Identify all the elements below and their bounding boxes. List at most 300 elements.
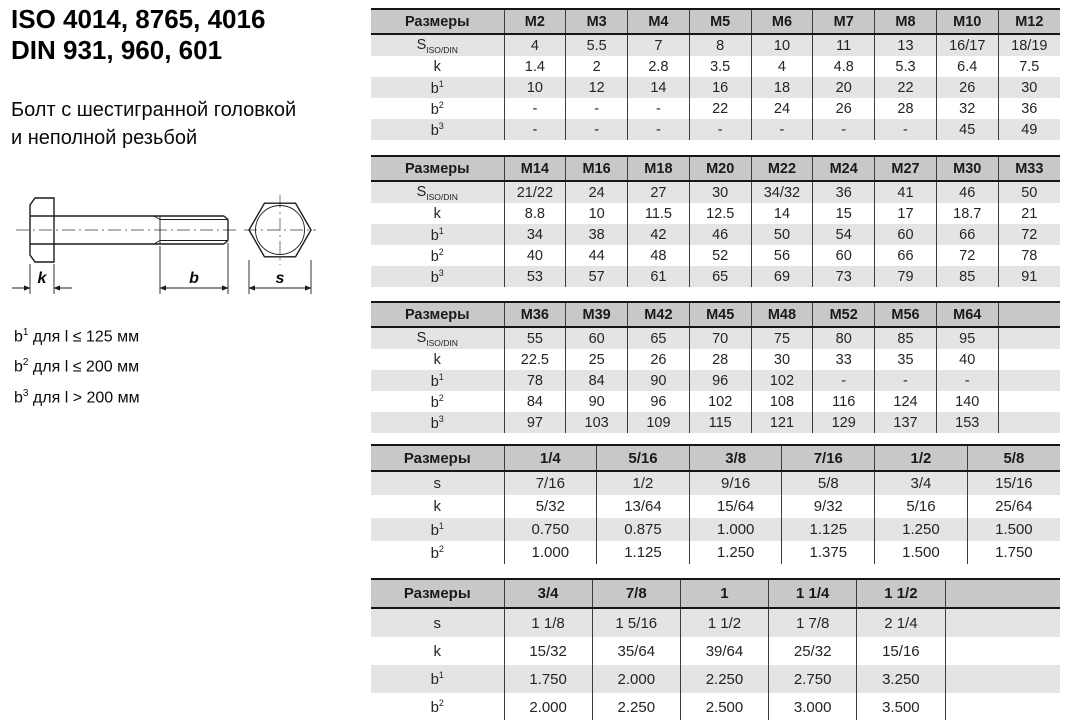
- value-cell: 1 1/2: [680, 608, 768, 637]
- column-header: M64: [936, 302, 998, 327]
- table-row: [371, 77, 1060, 98]
- row-label: $b^1$: [371, 77, 504, 98]
- value-cell: 14: [751, 203, 813, 224]
- value-cell: 46: [689, 224, 751, 245]
- value-cell: 35/64: [592, 637, 680, 665]
- table-row: [371, 608, 1060, 637]
- value-cell: 91: [998, 266, 1060, 287]
- value-cell: [998, 349, 1060, 370]
- value-cell: 70: [689, 327, 751, 349]
- table-row: [371, 370, 1060, 391]
- value-cell: 22: [689, 98, 751, 119]
- value-cell: 35: [875, 349, 937, 370]
- value-cell: 0.875: [597, 518, 690, 541]
- value-cell: 7/16: [504, 471, 597, 495]
- value-cell: 140: [936, 391, 998, 412]
- table-row: [371, 245, 1060, 266]
- column-header: 1/4: [504, 445, 597, 471]
- table-row: [371, 203, 1060, 224]
- value-cell: 30: [998, 77, 1060, 98]
- value-cell: -: [628, 98, 690, 119]
- table-row: [371, 412, 1060, 433]
- value-cell: 9/16: [689, 471, 782, 495]
- value-cell: -: [566, 119, 628, 140]
- value-cell: 85: [936, 266, 998, 287]
- value-cell: 39/64: [680, 637, 768, 665]
- column-header: 5/16: [597, 445, 690, 471]
- value-cell: 96: [628, 391, 690, 412]
- value-cell: 1.500: [967, 518, 1060, 541]
- column-header: M22: [751, 156, 813, 181]
- value-cell: 2.8: [628, 56, 690, 77]
- value-cell: 38: [566, 224, 628, 245]
- value-cell: 72: [998, 224, 1060, 245]
- value-cell: 65: [628, 327, 690, 349]
- value-cell: 78: [998, 245, 1060, 266]
- bolt-technical-drawing: [8, 190, 320, 304]
- dimension-table-inch-large: [371, 578, 1060, 720]
- value-cell: 79: [875, 266, 937, 287]
- table-row: [371, 327, 1060, 349]
- dimension-table-inch-small: [371, 444, 1060, 564]
- value-cell: 103: [566, 412, 628, 433]
- value-cell: 3.5: [689, 56, 751, 77]
- value-cell: -: [504, 98, 566, 119]
- value-cell: 115: [689, 412, 751, 433]
- column-header: M42: [628, 302, 690, 327]
- value-cell: 65: [689, 266, 751, 287]
- column-header: M48: [751, 302, 813, 327]
- value-cell: 44: [566, 245, 628, 266]
- value-cell: 27: [628, 181, 690, 203]
- column-header: M20: [689, 156, 751, 181]
- value-cell: 4.8: [813, 56, 875, 77]
- table-row: [371, 266, 1060, 287]
- column-header: M6: [751, 9, 813, 34]
- value-cell: 2.250: [680, 665, 768, 693]
- dimension-table-m14-m33: [371, 155, 1060, 287]
- column-header: M10: [936, 9, 998, 34]
- value-cell: 50: [998, 181, 1060, 203]
- value-cell: 15/16: [857, 637, 945, 665]
- table-row: [371, 391, 1060, 412]
- column-header: 5/8: [967, 445, 1060, 471]
- value-cell: 25/64: [967, 495, 1060, 518]
- value-cell: [945, 665, 1060, 693]
- row-label: s: [371, 471, 504, 495]
- value-cell: 30: [751, 349, 813, 370]
- value-cell: 1.375: [782, 541, 875, 564]
- value-cell: 34/32: [751, 181, 813, 203]
- column-header: [945, 579, 1060, 608]
- column-header: M27: [875, 156, 937, 181]
- dimension-table: [371, 444, 1060, 564]
- value-cell: 1.000: [689, 518, 782, 541]
- column-header: M12: [998, 9, 1060, 34]
- value-cell: 40: [936, 349, 998, 370]
- footnote: $b^3$ для l > 200 мм: [14, 387, 140, 406]
- value-cell: 3.250: [857, 665, 945, 693]
- table-row: [371, 98, 1060, 119]
- value-cell: 153: [936, 412, 998, 433]
- column-header: M18: [628, 156, 690, 181]
- value-cell: 97: [504, 412, 566, 433]
- table-corner-header: Размеры: [371, 9, 504, 34]
- value-cell: 15: [813, 203, 875, 224]
- value-cell: -: [689, 119, 751, 140]
- value-cell: 121: [751, 412, 813, 433]
- value-cell: 15/32: [504, 637, 592, 665]
- value-cell: 17: [875, 203, 937, 224]
- value-cell: 21: [998, 203, 1060, 224]
- value-cell: 10: [566, 203, 628, 224]
- value-cell: 12: [566, 77, 628, 98]
- value-cell: 18: [751, 77, 813, 98]
- value-cell: 50: [751, 224, 813, 245]
- row-label: s: [371, 608, 504, 637]
- dimension-table-m2-m12: [371, 8, 1060, 140]
- dimension-k: [12, 264, 72, 294]
- value-cell: 26: [936, 77, 998, 98]
- column-header: 1 1/4: [769, 579, 857, 608]
- column-header: M33: [998, 156, 1060, 181]
- value-cell: 13: [875, 34, 937, 56]
- value-cell: 0.750: [504, 518, 597, 541]
- value-cell: 46: [936, 181, 998, 203]
- value-cell: 48: [628, 245, 690, 266]
- table-row: [371, 224, 1060, 245]
- value-cell: 3.500: [857, 693, 945, 720]
- dimension-table: [371, 578, 1060, 720]
- value-cell: 1.750: [504, 665, 592, 693]
- footnotes: [14, 320, 140, 411]
- value-cell: 8.8: [504, 203, 566, 224]
- header-row: [371, 445, 1060, 471]
- value-cell: 60: [813, 245, 875, 266]
- table-row: [371, 34, 1060, 56]
- header-row: [371, 579, 1060, 608]
- value-cell: 25: [566, 349, 628, 370]
- column-header: M14: [504, 156, 566, 181]
- header-row: [371, 9, 1060, 34]
- value-cell: 20: [813, 77, 875, 98]
- value-cell: 14: [628, 77, 690, 98]
- value-cell: 108: [751, 391, 813, 412]
- value-cell: 73: [813, 266, 875, 287]
- row-label: k: [433, 205, 441, 222]
- value-cell: 15/64: [689, 495, 782, 518]
- dimension-k-label: k: [37, 270, 47, 287]
- description-line-2: и неполной резьбой: [11, 127, 198, 149]
- value-cell: 69: [751, 266, 813, 287]
- value-cell: 4: [751, 56, 813, 77]
- value-cell: 66: [936, 224, 998, 245]
- value-cell: 109: [628, 412, 690, 433]
- value-cell: [945, 637, 1060, 665]
- value-cell: 137: [875, 412, 937, 433]
- row-label: $S_{ISO/DIN}$: [371, 327, 504, 349]
- value-cell: 16: [689, 77, 751, 98]
- dimension-s-label: s: [275, 270, 285, 287]
- column-header: 7/8: [592, 579, 680, 608]
- value-cell: 5/32: [504, 495, 597, 518]
- table-corner-header: Размеры: [371, 445, 504, 471]
- value-cell: 15/16: [967, 471, 1060, 495]
- column-header: M7: [813, 9, 875, 34]
- dimension-table: [371, 301, 1060, 433]
- row-label: $b^3$: [371, 119, 504, 140]
- value-cell: 1.125: [597, 541, 690, 564]
- value-cell: 26: [628, 349, 690, 370]
- value-cell: 1.000: [504, 541, 597, 564]
- header-row: [371, 156, 1060, 181]
- column-header: 1/2: [875, 445, 968, 471]
- column-header: M2: [504, 9, 566, 34]
- table-row: [371, 495, 1060, 518]
- dimension-s: [249, 260, 311, 294]
- row-label: $b^1$: [371, 518, 504, 541]
- dimension-table: [371, 155, 1060, 287]
- column-header: M8: [875, 9, 937, 34]
- table-row: [371, 665, 1060, 693]
- value-cell: 53: [504, 266, 566, 287]
- value-cell: 7.5: [998, 56, 1060, 77]
- value-cell: 2.750: [769, 665, 857, 693]
- value-cell: 8: [689, 34, 751, 56]
- dimension-b: [160, 243, 228, 294]
- table-row: [371, 181, 1060, 203]
- value-cell: 95: [936, 327, 998, 349]
- value-cell: 1 5/16: [592, 608, 680, 637]
- value-cell: 1.4: [504, 56, 566, 77]
- value-cell: 1.750: [967, 541, 1060, 564]
- column-header: 1 1/2: [857, 579, 945, 608]
- row-label: $S_{ISO/DIN}$: [371, 34, 504, 56]
- column-header: 7/16: [782, 445, 875, 471]
- footnote: $b^2$ для l ≤ 200 мм: [14, 357, 140, 376]
- column-header: M5: [689, 9, 751, 34]
- value-cell: 102: [689, 391, 751, 412]
- value-cell: -: [813, 370, 875, 391]
- column-header: M16: [566, 156, 628, 181]
- value-cell: 5/16: [875, 495, 968, 518]
- value-cell: 5.3: [875, 56, 937, 77]
- value-cell: 60: [875, 224, 937, 245]
- row-label: $b^2$: [430, 698, 444, 716]
- row-label: $b^1$: [371, 370, 504, 391]
- value-cell: 1.125: [782, 518, 875, 541]
- value-cell: 2: [566, 56, 628, 77]
- value-cell: 36: [998, 98, 1060, 119]
- row-label: $b^3$: [371, 266, 504, 287]
- value-cell: 40: [504, 245, 566, 266]
- column-header: M56: [875, 302, 937, 327]
- value-cell: 3/4: [875, 471, 968, 495]
- value-cell: 5.5: [566, 34, 628, 56]
- table-row: [371, 518, 1060, 541]
- table-row: [371, 541, 1060, 564]
- value-cell: 52: [689, 245, 751, 266]
- value-cell: 10: [751, 34, 813, 56]
- table-corner-header: Размеры: [371, 156, 504, 181]
- value-cell: 84: [504, 391, 566, 412]
- value-cell: -: [936, 370, 998, 391]
- column-header: M39: [566, 302, 628, 327]
- value-cell: 18/19: [998, 34, 1060, 56]
- value-cell: [998, 327, 1060, 349]
- value-cell: 11: [813, 34, 875, 56]
- row-label: $b^2$: [430, 543, 444, 562]
- value-cell: 3.000: [769, 693, 857, 720]
- value-cell: -: [875, 370, 937, 391]
- dimension-b-label: b: [189, 270, 199, 287]
- column-header: 3/4: [504, 579, 592, 608]
- column-header: M24: [813, 156, 875, 181]
- value-cell: 16/17: [936, 34, 998, 56]
- value-cell: 28: [689, 349, 751, 370]
- value-cell: -: [751, 119, 813, 140]
- value-cell: 49: [998, 119, 1060, 140]
- value-cell: 2.250: [592, 693, 680, 720]
- table-corner-header: Размеры: [371, 579, 504, 608]
- row-label: $b^1$: [371, 224, 504, 245]
- table-row: [371, 349, 1060, 370]
- table-row: [371, 637, 1060, 665]
- product-description: [11, 96, 296, 152]
- column-header: M36: [504, 302, 566, 327]
- value-cell: 41: [875, 181, 937, 203]
- row-label: $b^2$: [430, 99, 444, 118]
- value-cell: 66: [875, 245, 937, 266]
- value-cell: 24: [566, 181, 628, 203]
- value-cell: 1 1/8: [504, 608, 592, 637]
- din-standards-line: DIN 931, 960, 601: [11, 35, 223, 65]
- row-label: k: [433, 498, 441, 515]
- bolt-head-front-view: [244, 195, 316, 265]
- table-row: [371, 693, 1060, 720]
- value-cell: [945, 693, 1060, 720]
- value-cell: 1.250: [875, 518, 968, 541]
- value-cell: 61: [628, 266, 690, 287]
- value-cell: 6.4: [936, 56, 998, 77]
- table-row: [371, 471, 1060, 495]
- column-header: 3/8: [689, 445, 782, 471]
- value-cell: 45: [936, 119, 998, 140]
- value-cell: 129: [813, 412, 875, 433]
- page-title: [11, 4, 265, 66]
- value-cell: [998, 412, 1060, 433]
- value-cell: 11.5: [628, 203, 690, 224]
- value-cell: 102: [751, 370, 813, 391]
- value-cell: 36: [813, 181, 875, 203]
- value-cell: 1 7/8: [769, 608, 857, 637]
- column-header: [998, 302, 1060, 327]
- value-cell: 21/22: [504, 181, 566, 203]
- value-cell: 33: [813, 349, 875, 370]
- value-cell: 22: [875, 77, 937, 98]
- iso-standards-line: ISO 4014, 8765, 4016: [11, 4, 266, 34]
- value-cell: 9/32: [782, 495, 875, 518]
- column-header: M3: [566, 9, 628, 34]
- value-cell: 2.000: [504, 693, 592, 720]
- value-cell: 34: [504, 224, 566, 245]
- value-cell: 80: [813, 327, 875, 349]
- value-cell: [998, 370, 1060, 391]
- value-cell: 85: [875, 327, 937, 349]
- description-line-1: Болт с шестигранной головкой: [11, 99, 297, 121]
- row-label: k: [433, 58, 441, 75]
- value-cell: 25/32: [769, 637, 857, 665]
- value-cell: 18.7: [936, 203, 998, 224]
- value-cell: 72: [936, 245, 998, 266]
- dimension-table-m36-m64: [371, 301, 1060, 433]
- value-cell: 22.5: [504, 349, 566, 370]
- value-cell: 1.250: [689, 541, 782, 564]
- table-row: [371, 119, 1060, 140]
- row-label: k: [433, 351, 441, 368]
- row-label: $b^3$: [371, 412, 504, 433]
- value-cell: 84: [566, 370, 628, 391]
- row-label: $b^2$: [430, 392, 444, 411]
- value-cell: -: [813, 119, 875, 140]
- value-cell: 96: [689, 370, 751, 391]
- value-cell: 78: [504, 370, 566, 391]
- row-label: $b^2$: [430, 246, 444, 265]
- value-cell: 55: [504, 327, 566, 349]
- row-label: $b^1$: [371, 665, 504, 693]
- value-cell: -: [504, 119, 566, 140]
- value-cell: 2.000: [592, 665, 680, 693]
- row-label: k: [433, 642, 441, 660]
- value-cell: 26: [813, 98, 875, 119]
- column-header: M52: [813, 302, 875, 327]
- table-corner-header: Размеры: [371, 302, 504, 327]
- column-header: M30: [936, 156, 998, 181]
- value-cell: 12.5: [689, 203, 751, 224]
- value-cell: 90: [628, 370, 690, 391]
- value-cell: 2 1/4: [857, 608, 945, 637]
- value-cell: 54: [813, 224, 875, 245]
- value-cell: 56: [751, 245, 813, 266]
- value-cell: 32: [936, 98, 998, 119]
- value-cell: 1/2: [597, 471, 690, 495]
- value-cell: -: [628, 119, 690, 140]
- value-cell: -: [566, 98, 628, 119]
- value-cell: 13/64: [597, 495, 690, 518]
- table-row: [371, 56, 1060, 77]
- value-cell: 57: [566, 266, 628, 287]
- header-row: [371, 302, 1060, 327]
- value-cell: 10: [504, 77, 566, 98]
- value-cell: 4: [504, 34, 566, 56]
- value-cell: 7: [628, 34, 690, 56]
- value-cell: 30: [689, 181, 751, 203]
- dimension-table: [371, 8, 1060, 140]
- column-header: M4: [628, 9, 690, 34]
- value-cell: 28: [875, 98, 937, 119]
- value-cell: 60: [566, 327, 628, 349]
- value-cell: 90: [566, 391, 628, 412]
- value-cell: 75: [751, 327, 813, 349]
- value-cell: [998, 391, 1060, 412]
- value-cell: -: [875, 119, 937, 140]
- row-label: $S_{ISO/DIN}$: [371, 181, 504, 203]
- value-cell: 124: [875, 391, 937, 412]
- value-cell: 5/8: [782, 471, 875, 495]
- value-cell: 2.500: [680, 693, 768, 720]
- column-header: M45: [689, 302, 751, 327]
- value-cell: 24: [751, 98, 813, 119]
